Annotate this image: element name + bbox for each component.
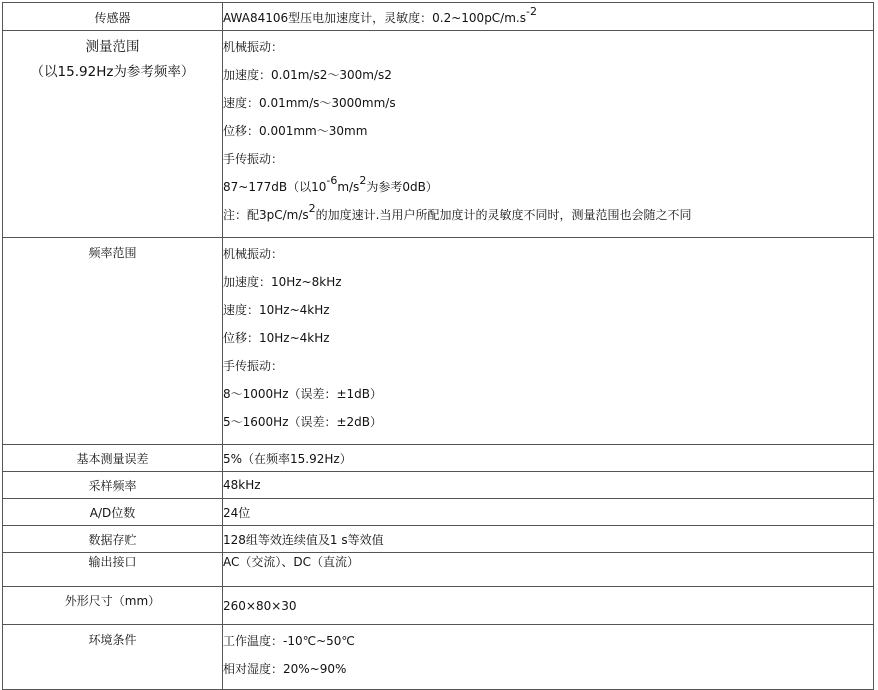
row-value-sensor — [223, 3, 874, 31]
row-value-frequency-range — [223, 238, 874, 445]
list-item: 工作温度：-10℃~50℃ — [223, 634, 355, 648]
row-label-environment: 环境条件 — [3, 625, 223, 690]
list-item: 手传振动： — [223, 359, 284, 373]
hand-range-b: m/s — [337, 180, 360, 194]
hand-range-a: 87~177dB（以10 — [223, 180, 327, 194]
row-label-measure-range — [3, 31, 223, 238]
row-value-sampling: 48kHz — [223, 472, 874, 499]
list-item — [223, 174, 873, 205]
list-item: 加速度：0.01m/s2～300m/s2 — [223, 68, 392, 82]
table-row — [3, 625, 874, 690]
row-label-frequency-range: 频率范围 — [3, 238, 223, 445]
list-item: 速度：10Hz~4kHz — [223, 303, 330, 317]
hand-range-sup2: 2 — [359, 174, 367, 187]
row-label-basic-error: 基本测量误差 — [3, 445, 223, 472]
list-item — [223, 202, 873, 233]
table-row — [3, 238, 874, 445]
note-b: 的加度速计.当用户所配加度计的灵敏度不同时，测量范围也会随之不同 — [315, 208, 692, 222]
list-item: 位移：10Hz~4kHz — [223, 331, 330, 345]
table-row — [3, 472, 874, 499]
sensor-text: AWA84106型压电加速度计，灵敏度：0.2~100pC/m.s — [223, 11, 526, 25]
row-value-output: AC（交流）、DC（直流） — [223, 553, 874, 587]
measure-range-title: 测量范围 — [85, 39, 140, 55]
list-item: 位移：0.001mm～30mm — [223, 124, 368, 138]
table-row — [3, 587, 874, 625]
row-value-basic-error: 5%（在频率15.92Hz） — [223, 445, 874, 472]
table-row — [3, 499, 874, 526]
table-row — [3, 526, 874, 553]
table-row — [3, 553, 874, 587]
row-label-sampling: 采样频率 — [3, 472, 223, 499]
list-item: 加速度：10Hz~8kHz — [223, 275, 342, 289]
sensor-sup: -2 — [525, 5, 537, 18]
note-a: 注：配3pC/m/s — [223, 208, 309, 222]
list-item: 手传振动： — [223, 152, 284, 166]
list-item: 5～1600Hz（误差：±2dB） — [223, 415, 383, 429]
row-value-measure-range — [223, 31, 874, 238]
list-item: 相对湿度：20%~90% — [223, 662, 347, 676]
hand-range-c: 为参考0dB） — [366, 180, 438, 194]
list-item: 速度：0.01mm/s～3000mm/s — [223, 96, 396, 110]
row-value-environment — [223, 625, 874, 690]
row-label-ad-bits: A/D位数 — [3, 499, 223, 526]
row-label-dimensions: 外形尺寸（mm） — [3, 587, 223, 625]
hand-range-sup: -6 — [326, 174, 338, 187]
row-value-ad-bits: 24位 — [223, 499, 874, 526]
row-label-output: 输出接口 — [3, 553, 223, 587]
row-value-dimensions: 260×80×30 — [223, 587, 874, 625]
spec-table — [2, 2, 874, 690]
row-label-sensor: 传感器 — [3, 3, 223, 31]
measure-range-subtitle: （以15.92Hz为参考频率） — [30, 64, 195, 80]
list-item: 机械振动： — [223, 247, 284, 261]
row-value-storage: 128组等效连续值及1 s等效值 — [223, 526, 874, 553]
list-item: 8～1000Hz（误差：±1dB） — [223, 387, 383, 401]
table-row — [3, 31, 874, 238]
table-row — [3, 3, 874, 31]
list-item: 机械振动： — [223, 40, 284, 54]
note-sup: 2 — [308, 202, 316, 215]
row-label-storage: 数据存贮 — [3, 526, 223, 553]
table-row — [3, 445, 874, 472]
